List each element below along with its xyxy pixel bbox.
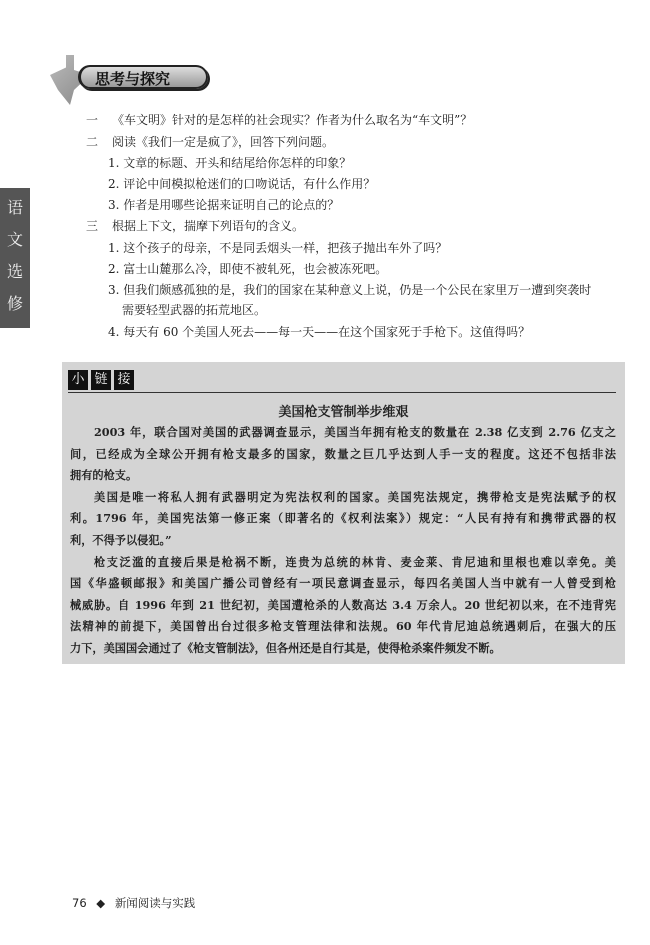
sub-question: 2. 评论中间模拟枪迷们的口吻说话，有什么作用？: [108, 177, 376, 191]
box-title: 美国枪支管制举步维艰: [278, 405, 409, 420]
section-title: 思考与探究: [78, 65, 208, 89]
box-line: 械威胁。自 1996 年到 21 世纪初，美国遭枪杀的人数高达 3.4 万余人。20 世纪初以来，在不违背宪: [70, 598, 616, 612]
sub-question: 1. 文章的标题、开头和结尾给你怎样的印象？: [108, 156, 352, 170]
box-line: 拥有的枪支。: [70, 468, 138, 482]
question-num: 三: [86, 219, 99, 233]
box-line: 利，不得予以侵犯。”: [70, 533, 172, 547]
question-num: 二: [86, 135, 99, 149]
book-title: 新闻阅读与实践: [114, 896, 196, 910]
tag-char: 接: [114, 370, 134, 390]
link-tags: [68, 368, 137, 390]
question-num: 一: [86, 113, 99, 127]
sub-question-cont: 需要轻型武器的拓荒地区。: [122, 303, 267, 317]
question-2: [86, 132, 334, 153]
side-tab-char: 文: [6, 230, 23, 249]
tag-char: 小: [68, 370, 88, 390]
box-line: 间，已经成为全球公开拥有枪支最多的国家，数量之巨几乎达到人手一支的程度。这还不包括非法: [70, 447, 616, 461]
page-footer: [72, 895, 195, 911]
box-line: 枪支泛滥的直接后果是枪祸不断，连贵为总统的林肯、麦金莱、肯尼迪和里根也难以幸免。美: [94, 555, 616, 569]
side-tab: [0, 188, 30, 328]
sub-question: 3. 作者是用哪些论据来证明自己的论点的？: [108, 198, 340, 212]
sub-question: 1. 这个孩子的母亲，不是同丢烟头一样，把孩子抛出车外了吗？: [108, 241, 448, 255]
sub-question: 4. 每天有 60 个美国人死去——每一天——在这个国家死于手枪下。这值得吗？: [108, 325, 531, 339]
box-line: 法精神的前提下，美国曾出台过很多枪支管理法律和法规。60 年代肯尼迪总统遇刺后，在强大的压: [70, 619, 616, 633]
box-line: 力下，美国国会通过了《枪支管制法》，但各州还是自行其是，使得枪杀案件频发不断。: [70, 641, 501, 655]
box-line: 美国是唯一将私人拥有武器明定为宪法权利的国家。美国宪法规定，携带枪支是宪法赋予的权: [94, 490, 616, 504]
question-1: [86, 110, 472, 131]
sub-question: 2. 富士山麓那么冷，即使不被轧死，也会被冻死吧。: [108, 262, 388, 276]
question-3: [86, 216, 304, 237]
divider: [68, 392, 616, 393]
question-text: 根据上下文，揣摩下列语句的含义。: [112, 219, 305, 233]
question-text: 阅读《我们一定是疯了》，回答下列问题。: [112, 135, 335, 149]
page-number: 76: [72, 896, 87, 910]
box-line: 2003 年，联合国对美国的武器调查显示，美国当年拥有枪支的数量在 2.38 亿支到 2.76 亿支之: [94, 425, 616, 439]
side-tab-char: 语: [6, 198, 23, 217]
sub-question: 3. 但我们颇感孤独的是，我们的国家在某种意义上说，仍是一个公民在家里万一遭到突袭时: [108, 283, 592, 297]
box-line: 利。1796 年，美国宪法第一修正案（即著名的《权利法案》）规定：“人民有持有和携带武器的权: [70, 511, 616, 525]
side-tab-char: 修: [6, 294, 23, 313]
side-tab-char: 选: [6, 262, 23, 281]
section-header: [50, 55, 220, 95]
diamond-icon: ◆: [96, 896, 106, 910]
link-box: [62, 362, 625, 664]
question-text: 《车文明》针对的是怎样的社会现实？作者为什么取名为“车文明”？: [112, 113, 473, 127]
tag-char: 链: [91, 370, 111, 390]
box-line: 国《华盛顿邮报》和美国广播公司曾经有一项民意调查显示，每四名美国人当中就有一人曾受到枪: [70, 576, 616, 590]
